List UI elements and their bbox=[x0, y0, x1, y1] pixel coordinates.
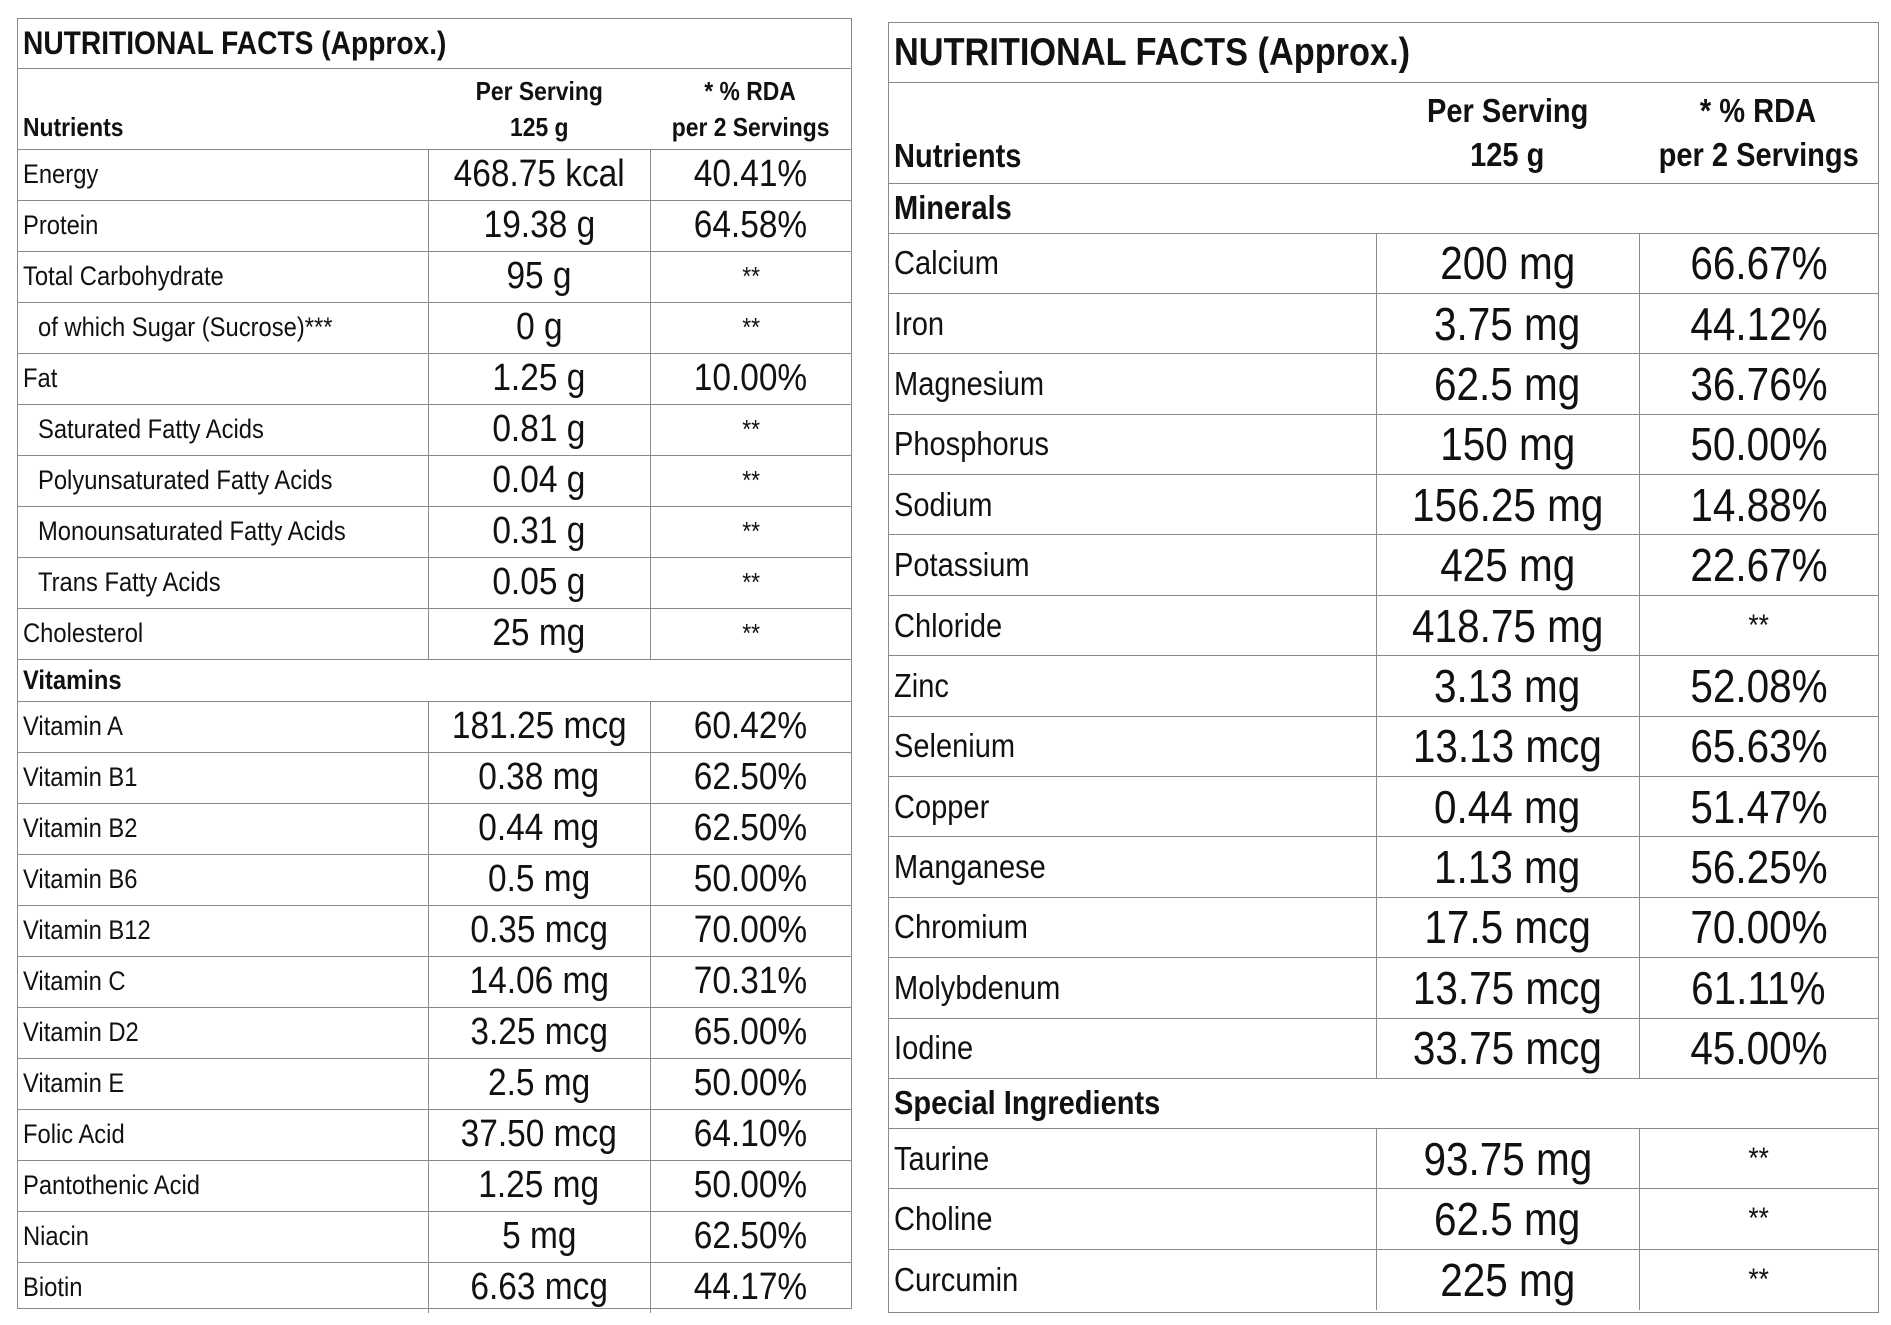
nutrient-rda: 50.00% bbox=[650, 1058, 851, 1109]
nutrient-rda: 70.00% bbox=[650, 905, 851, 956]
nutrient-rda: 61.11% bbox=[1639, 958, 1878, 1018]
nutrient-rda: 64.58% bbox=[650, 200, 851, 251]
nutrient-rda: 45.00% bbox=[1639, 1018, 1878, 1078]
nutrient-value: 3.13 mg bbox=[1376, 656, 1639, 716]
nutrient-name: Taurine bbox=[889, 1128, 1376, 1188]
nutrient-name: Vitamin B6 bbox=[18, 854, 428, 905]
left-header-row bbox=[18, 69, 851, 149]
right-panel-title bbox=[889, 23, 1878, 83]
nutrient-row bbox=[889, 958, 1878, 1018]
nutrient-name: Manganese bbox=[889, 837, 1376, 897]
nutrient-name: Cholesterol bbox=[18, 608, 428, 659]
nutrient-row bbox=[889, 475, 1878, 535]
nutrient-rda: 51.47% bbox=[1639, 777, 1878, 837]
left-panel-title bbox=[18, 19, 851, 69]
nutrient-value: 0 g bbox=[428, 302, 650, 353]
per-serving-header: Per Serving 125 g bbox=[1376, 83, 1639, 183]
nutrient-row bbox=[18, 608, 851, 659]
nutrient-row bbox=[18, 200, 851, 251]
section-vitamins bbox=[18, 659, 851, 701]
nutrient-name: Calcium bbox=[889, 233, 1376, 293]
nutrient-row bbox=[18, 905, 851, 956]
nutrient-name: Vitamin C bbox=[18, 956, 428, 1007]
nutrient-value: 225 mg bbox=[1376, 1249, 1639, 1309]
nutrient-name: Niacin bbox=[18, 1211, 428, 1262]
nutrient-value: 25 mg bbox=[428, 608, 650, 659]
nutrient-row bbox=[889, 595, 1878, 655]
nutrient-name: Vitamin B2 bbox=[18, 803, 428, 854]
nutrient-value: 200 mg bbox=[1376, 233, 1639, 293]
nutrient-row bbox=[889, 837, 1878, 897]
nutrient-rda: ** bbox=[650, 404, 851, 455]
right-header-row bbox=[889, 83, 1878, 183]
nutrient-value: 0.81 g bbox=[428, 404, 650, 455]
left-nutrition-table bbox=[18, 69, 851, 1313]
nutrient-value: 0.35 mcg bbox=[428, 905, 650, 956]
nutrient-value: 14.06 mg bbox=[428, 956, 650, 1007]
nutrient-rda: 44.17% bbox=[650, 1262, 851, 1313]
nutrient-row bbox=[889, 1018, 1878, 1078]
nutrient-value: 0.44 mg bbox=[1376, 777, 1639, 837]
nutrient-row bbox=[889, 1189, 1878, 1249]
nutrient-value: 3.75 mg bbox=[1376, 293, 1639, 353]
nutrient-value: 0.31 g bbox=[428, 506, 650, 557]
nutrient-name: Folic Acid bbox=[18, 1109, 428, 1160]
nutrient-row bbox=[889, 535, 1878, 595]
nutrient-value: 13.13 mcg bbox=[1376, 716, 1639, 776]
nutrients-header: Nutrients bbox=[18, 69, 428, 149]
nutrient-name: Selenium bbox=[889, 716, 1376, 776]
nutrient-rda: 65.00% bbox=[650, 1007, 851, 1058]
nutrient-row bbox=[18, 1160, 851, 1211]
nutrient-value: 418.75 mg bbox=[1376, 595, 1639, 655]
nutrient-name: Protein bbox=[18, 200, 428, 251]
left-nutrition-panel bbox=[17, 18, 852, 1309]
nutrient-name: Monounsaturated Fatty Acids bbox=[18, 506, 428, 557]
nutrient-row bbox=[889, 897, 1878, 957]
nutrient-name: Energy bbox=[18, 149, 428, 200]
nutrient-value: 0.05 g bbox=[428, 557, 650, 608]
nutrient-name: Potassium bbox=[889, 535, 1376, 595]
nutrient-value: 0.38 mg bbox=[428, 752, 650, 803]
section-minerals-label: Minerals bbox=[889, 183, 1878, 233]
nutrient-rda: 10.00% bbox=[650, 353, 851, 404]
nutrient-row bbox=[889, 656, 1878, 716]
nutrient-value: 0.04 g bbox=[428, 455, 650, 506]
nutrient-rda: 50.00% bbox=[650, 854, 851, 905]
nutrient-row bbox=[889, 293, 1878, 353]
nutrient-rda: 62.50% bbox=[650, 803, 851, 854]
nutrient-name: Iron bbox=[889, 293, 1376, 353]
nutrient-row bbox=[889, 777, 1878, 837]
nutrient-name: Vitamin E bbox=[18, 1058, 428, 1109]
nutrients-header: Nutrients bbox=[889, 83, 1376, 183]
nutrient-row bbox=[18, 956, 851, 1007]
nutrient-row bbox=[18, 1211, 851, 1262]
nutrient-name: Trans Fatty Acids bbox=[18, 557, 428, 608]
nutrient-row bbox=[18, 149, 851, 200]
nutrient-rda: 62.50% bbox=[650, 752, 851, 803]
nutrient-name: Phosphorus bbox=[889, 414, 1376, 474]
section-vitamins-label: Vitamins bbox=[18, 659, 851, 701]
nutrient-row bbox=[18, 701, 851, 752]
nutrient-row bbox=[18, 455, 851, 506]
left-title-text: NUTRITIONAL FACTS (Approx.) bbox=[23, 25, 447, 61]
nutrient-row bbox=[889, 716, 1878, 776]
nutrient-name: Choline bbox=[889, 1189, 1376, 1249]
nutrient-value: 62.5 mg bbox=[1376, 354, 1639, 414]
section-special-ingredients bbox=[889, 1078, 1878, 1128]
right-nutrition-table bbox=[889, 83, 1878, 1310]
nutrient-rda: 66.67% bbox=[1639, 233, 1878, 293]
nutrient-value: 2.5 mg bbox=[428, 1058, 650, 1109]
nutrient-name: Vitamin B12 bbox=[18, 905, 428, 956]
section-special-ingredients-label: Special Ingredients bbox=[889, 1078, 1878, 1128]
nutrient-value: 33.75 mcg bbox=[1376, 1018, 1639, 1078]
nutrient-name: Saturated Fatty Acids bbox=[18, 404, 428, 455]
nutrient-row bbox=[18, 251, 851, 302]
nutrient-value: 468.75 kcal bbox=[428, 149, 650, 200]
nutrient-row bbox=[18, 752, 851, 803]
nutrient-value: 19.38 g bbox=[428, 200, 650, 251]
nutrient-value: 62.5 mg bbox=[1376, 1189, 1639, 1249]
nutrient-rda: 40.41% bbox=[650, 149, 851, 200]
nutrient-value: 3.25 mcg bbox=[428, 1007, 650, 1058]
nutrient-name: Total Carbohydrate bbox=[18, 251, 428, 302]
nutrient-name: Chromium bbox=[889, 897, 1376, 957]
nutrient-rda: ** bbox=[650, 302, 851, 353]
nutrient-value: 150 mg bbox=[1376, 414, 1639, 474]
nutrient-rda: 65.63% bbox=[1639, 716, 1878, 776]
nutrient-row bbox=[889, 1128, 1878, 1188]
nutrient-rda: 50.00% bbox=[1639, 414, 1878, 474]
nutrient-name: Vitamin B1 bbox=[18, 752, 428, 803]
nutrient-row bbox=[18, 1058, 851, 1109]
nutrient-value: 425 mg bbox=[1376, 535, 1639, 595]
rda-header: * % RDA per 2 Servings bbox=[650, 69, 851, 149]
nutrient-row bbox=[18, 854, 851, 905]
nutrient-value: 0.44 mg bbox=[428, 803, 650, 854]
nutrient-row bbox=[889, 233, 1878, 293]
nutrient-name: Pantothenic Acid bbox=[18, 1160, 428, 1211]
rda-header: * % RDA per 2 Servings bbox=[1639, 83, 1878, 183]
nutrient-value: 1.25 mg bbox=[428, 1160, 650, 1211]
nutrient-rda: ** bbox=[1639, 1128, 1878, 1188]
nutrient-value: 93.75 mg bbox=[1376, 1128, 1639, 1188]
nutrient-name: Sodium bbox=[889, 475, 1376, 535]
nutrient-name: Iodine bbox=[889, 1018, 1376, 1078]
nutrient-rda: ** bbox=[650, 455, 851, 506]
nutrient-row bbox=[18, 1262, 851, 1313]
nutrient-rda: 70.00% bbox=[1639, 897, 1878, 957]
nutrient-name: Copper bbox=[889, 777, 1376, 837]
nutrient-value: 0.5 mg bbox=[428, 854, 650, 905]
nutrient-row bbox=[18, 803, 851, 854]
nutrient-row bbox=[889, 1249, 1878, 1309]
nutrient-rda: ** bbox=[1639, 1249, 1878, 1309]
nutrient-name: Magnesium bbox=[889, 354, 1376, 414]
nutrient-name: Biotin bbox=[23, 1272, 83, 1303]
nutrient-row bbox=[889, 414, 1878, 474]
nutrient-name: Molybdenum bbox=[889, 958, 1376, 1018]
nutrient-value: 6.63 mcg bbox=[428, 1262, 650, 1313]
nutrient-name: Fat bbox=[18, 353, 428, 404]
nutrient-rda: 64.10% bbox=[650, 1109, 851, 1160]
per-serving-header: Per Serving 125 g bbox=[428, 69, 650, 149]
nutrient-value: 1.25 g bbox=[428, 353, 650, 404]
nutrient-value: 37.50 mcg bbox=[428, 1109, 650, 1160]
nutrient-name: Vitamin A bbox=[18, 701, 428, 752]
nutrient-row bbox=[18, 353, 851, 404]
nutrient-rda: ** bbox=[650, 608, 851, 659]
nutrient-value: 1.13 mg bbox=[1376, 837, 1639, 897]
nutrient-rda: 70.31% bbox=[650, 956, 851, 1007]
nutrient-row bbox=[18, 557, 851, 608]
nutrient-rda: 44.12% bbox=[1639, 293, 1878, 353]
nutrient-rda: 50.00% bbox=[650, 1160, 851, 1211]
right-title-text: NUTRITIONAL FACTS (Approx.) bbox=[894, 30, 1411, 74]
nutrient-rda: 36.76% bbox=[1639, 354, 1878, 414]
nutrient-value: 5 mg bbox=[428, 1211, 650, 1262]
nutrient-value: 156.25 mg bbox=[1376, 475, 1639, 535]
nutrient-rda: 62.50% bbox=[650, 1211, 851, 1262]
nutrient-rda: ** bbox=[650, 506, 851, 557]
nutrient-rda: ** bbox=[1639, 1189, 1878, 1249]
nutrient-rda: ** bbox=[650, 557, 851, 608]
nutrient-rda: 56.25% bbox=[1639, 837, 1878, 897]
nutrient-row bbox=[18, 1007, 851, 1058]
nutrient-value: 17.5 mcg bbox=[1376, 897, 1639, 957]
nutrient-row bbox=[18, 302, 851, 353]
nutrient-row bbox=[18, 506, 851, 557]
nutrient-rda: 14.88% bbox=[1639, 475, 1878, 535]
nutrient-value: 95 g bbox=[428, 251, 650, 302]
nutrient-value: 181.25 mcg bbox=[428, 701, 650, 752]
section-minerals bbox=[889, 183, 1878, 233]
nutrient-value: 13.75 mcg bbox=[1376, 958, 1639, 1018]
nutrient-rda: ** bbox=[650, 251, 851, 302]
nutrient-rda: 52.08% bbox=[1639, 656, 1878, 716]
nutrient-row bbox=[18, 404, 851, 455]
nutrient-rda: ** bbox=[1639, 595, 1878, 655]
nutrient-name: Curcumin bbox=[894, 1260, 1019, 1298]
right-nutrition-panel bbox=[888, 22, 1879, 1313]
nutrient-name: Chloride bbox=[889, 595, 1376, 655]
nutrient-name: Polyunsaturated Fatty Acids bbox=[18, 455, 428, 506]
nutrient-name: Vitamin D2 bbox=[18, 1007, 428, 1058]
nutrient-row bbox=[18, 1109, 851, 1160]
nutrient-name: of which Sugar (Sucrose)*** bbox=[18, 302, 428, 353]
nutrient-row bbox=[889, 354, 1878, 414]
nutrient-rda: 22.67% bbox=[1639, 535, 1878, 595]
nutrient-rda: 60.42% bbox=[650, 701, 851, 752]
nutrient-name: Zinc bbox=[889, 656, 1376, 716]
